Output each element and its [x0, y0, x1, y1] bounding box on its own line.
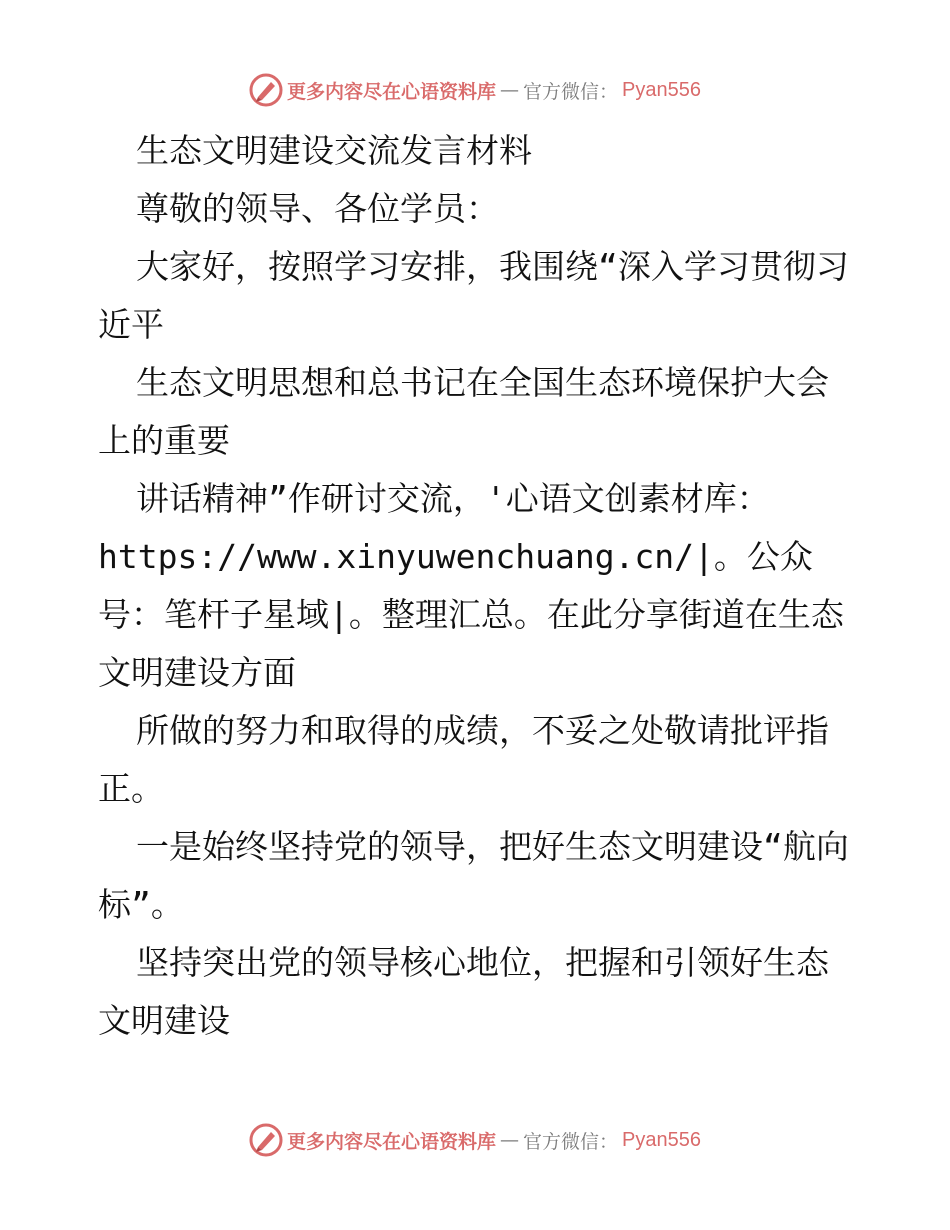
- paragraph: 生态文明思想和总书记在全国生态环境保护大会上的重要: [98, 363, 829, 460]
- header-watermark-banner: [0, 70, 950, 110]
- document-body: [98, 122, 858, 1050]
- pen-logo-icon: [249, 1123, 283, 1157]
- paragraph: 所做的努力和取得的成绩，不妥之处敬请批评指正。: [98, 711, 829, 808]
- document-title: 生态文明建设交流发言材料: [136, 131, 532, 170]
- watermark-wechat-label: 官方微信：: [523, 1130, 619, 1153]
- pen-logo-icon: [249, 73, 283, 107]
- watermark-main-text: 更多内容尽在心语资料库: [287, 80, 497, 103]
- watermark-dash: —: [500, 79, 520, 101]
- salutation: 尊敬的领导、各位学员：: [136, 189, 499, 228]
- footer-watermark-banner: [0, 1120, 950, 1160]
- paragraph-url: https://www.xinyuwenchuang.cn/|。公众号：笔杆子星域|。整理汇总。在此分享街道在生态文明建设方面: [98, 537, 844, 692]
- watermark-wechat-id: Pyan556: [622, 1128, 701, 1151]
- paragraph: 大家好，按照学习安排，我围绕“深入学习贯彻习近平: [98, 247, 849, 344]
- paragraph: 坚持突出党的领导核心地位，把握和引领好生态文明建设: [98, 943, 829, 1040]
- watermark-dash: —: [500, 1129, 520, 1151]
- watermark-wechat-id: Pyan556: [622, 78, 701, 101]
- watermark-main-text: 更多内容尽在心语资料库: [287, 1130, 497, 1153]
- section-heading: 一是始终坚持党的领导，把好生态文明建设“航向标”。: [98, 827, 849, 924]
- watermark-wechat-label: 官方微信：: [523, 80, 619, 103]
- paragraph: 讲话精神”作研讨交流，'心语文创素材库：: [136, 479, 770, 518]
